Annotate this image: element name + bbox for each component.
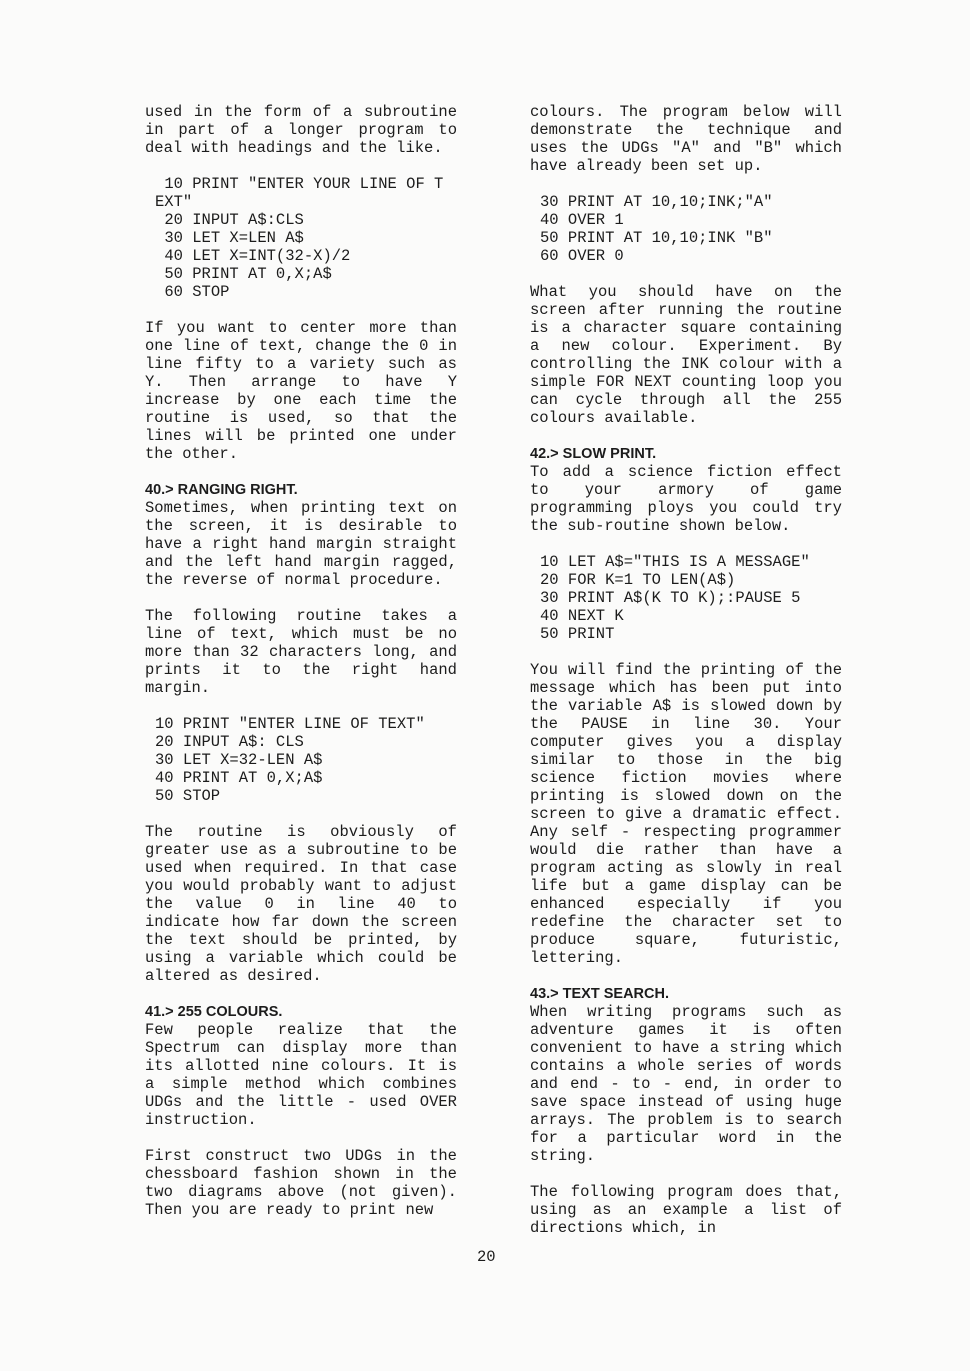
code-line: 10 PRINT "ENTER LINE OF TEXT" [155,715,425,733]
code-line: 30 LET X=32-LEN A$ [155,751,323,769]
code-line: 50 PRINT AT 10,10;INK "B" [540,229,773,247]
code-listing [145,175,457,301]
paragraph: When writing programs such as adventure games it is often convenient to have a string which contains a whole series of words and end - to - end, in order to save space instead of using huge arrays. The problem is to search for a particular word in the string. [530,1003,842,1165]
code-listing [530,193,842,265]
code-line: 50 PRINT [540,625,615,643]
code-line: 10 PRINT "ENTER YOUR LINE OF T [155,175,444,193]
paragraph: used in the form of a subroutine in part of a longer program to deal with headings and the like. [145,103,457,157]
section-heading: 42.> SLOW PRINT. [530,446,657,462]
paragraph: colours. The program below will demonstrate the technique and uses the UDGs "A" and "B" which have already been set up. [530,103,842,175]
code-line: 50 STOP [155,787,221,805]
paragraph: Sometimes, when printing text on the screen, it is desirable to have a right hand margin straight and the left hand margin ragged, the reverse of normal procedure. [145,499,457,589]
code-line: 30 PRINT AT 10,10;INK;"A" [540,193,773,211]
paragraph: The routine is obviously of greater use as a subroutine to be used when required. In that case you would probably want to adjust the value 0 in line 40 to indicate how far down the screen the text should be printed, by using a variable which could be altered as desired. [145,823,457,985]
code-line: EXT" [155,193,193,211]
code-line: 40 OVER 1 [540,211,624,229]
right-column [530,103,842,1255]
code-line: 10 LET A$="THIS IS A MESSAGE" [540,553,810,571]
code-line: 30 LET X=LEN A$ [155,229,304,247]
code-line: 50 PRINT AT 0,X;A$ [155,265,332,283]
code-line: 40 LET X=INT(32-X)/2 [155,247,351,265]
section-heading: 43.> TEXT SEARCH. [530,986,669,1002]
paragraph: What you should have on the screen after running the routine is a character square containing a new colour. Experiment. By controlling the INK colour with a simple FOR NEXT counting loop you can cycle through all the 255 colours available. [530,283,842,427]
code-line: 20 FOR K=1 TO LEN(A$) [540,571,736,589]
paragraph: The following program does that, using as an example a list of directions which, in [530,1183,842,1237]
code-line: 60 STOP [155,283,230,301]
code-line: 60 OVER 0 [540,247,624,265]
code-line: 40 NEXT K [540,607,624,625]
section-heading: 41.> 255 COLOURS. [145,1004,283,1020]
paragraph: Few people realize that the Spectrum can display more than its allotted nine colours. It is a simple method which combines UDGs and the little - used OVER instruction. [145,1021,457,1129]
code-line: 30 PRINT A$(K TO K);:PAUSE 5 [540,589,801,607]
section-heading: 40.> RANGING RIGHT. [145,482,298,498]
code-listing [530,553,842,643]
code-line: 20 INPUT A$: CLS [155,733,304,751]
paragraph: The following routine takes a line of text, which must be no more than 32 characters long, and prints it to the right hand margin. [145,607,457,697]
paragraph: To add a science fiction effect to your armory of game programming ploys you could try the sub-routine shown below. [530,463,842,535]
paragraph: You will find the printing of the message which has been put into the variable A$ is slowed down by the PAUSE in line 30. Your computer gives you a display similar to those in the big science fiction movies where printing is slowed down on the screen to give a dramatic effect. Any self - respecting programmer would die rather than have a program acting as slowly in real life but a game display can be enhanced especially if you redefine the character set to produce square, futuristic, lettering. [530,661,842,967]
left-column [145,103,457,1237]
code-line: 20 INPUT A$:CLS [155,211,304,229]
code-line: 40 PRINT AT 0,X;A$ [155,769,323,787]
paragraph: First construct two UDGs in the chessboard fashion shown in the two diagrams above (not given). Then you are ready to print new [145,1147,457,1219]
paragraph: If you want to center more than one line of text, change the 0 in line fifty to a variety such as Y. Then arrange to have Y increase by one each time the routine is used, so that the lines will be printed one under the other. [145,319,457,463]
code-listing [145,715,457,805]
page-number: 20 [477,1248,496,1266]
